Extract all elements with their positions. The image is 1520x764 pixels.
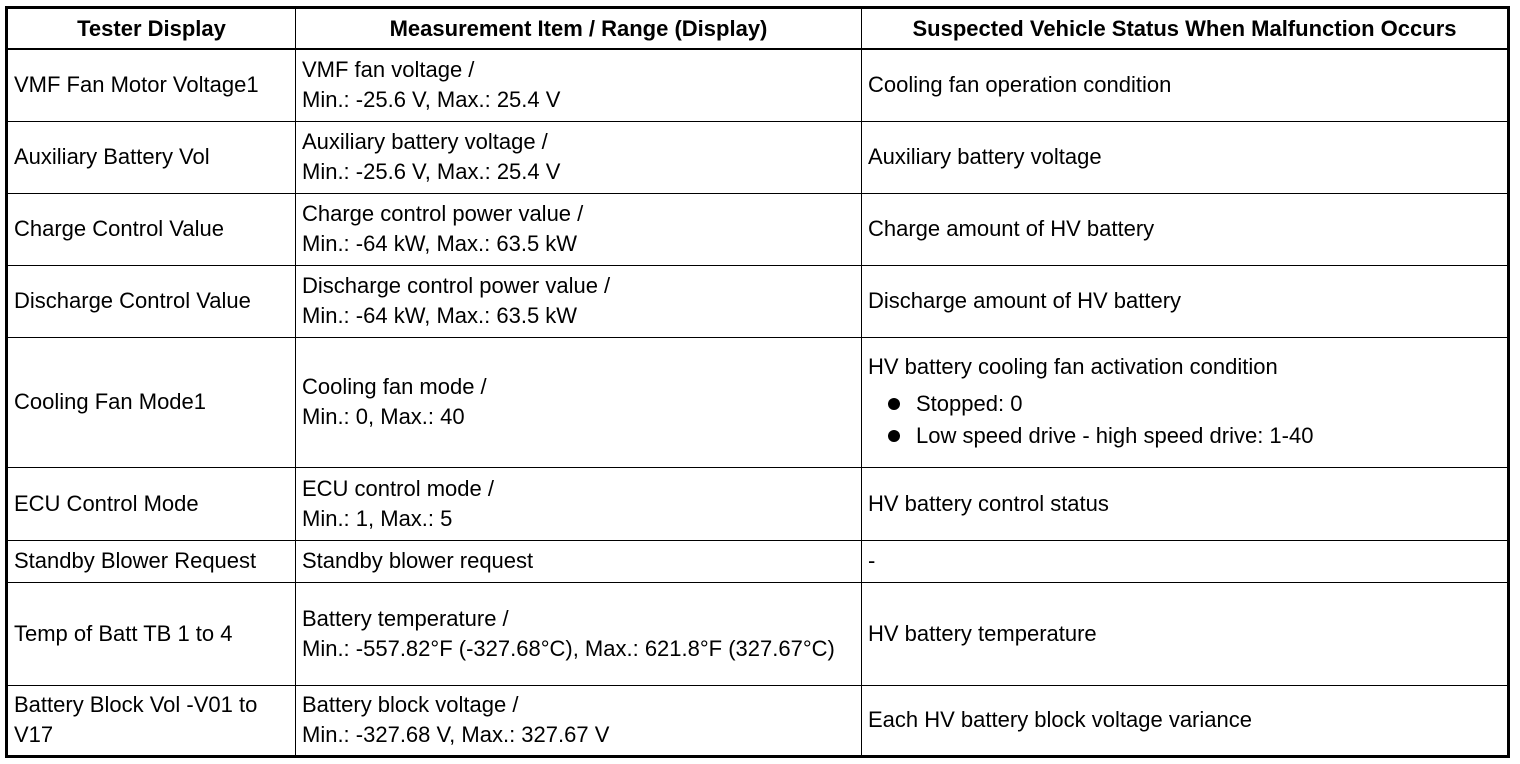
tester-display-cell: Standby Blower Request [7, 540, 296, 582]
status-cell: HV battery temperature [862, 582, 1509, 685]
tester-display-cell: Temp of Batt TB 1 to 4 [7, 582, 296, 685]
measurement-cell [296, 467, 862, 540]
table-row [7, 685, 1509, 757]
measurement-item: ECU control mode / [302, 475, 494, 501]
bullet-item: Stopped: 0 [868, 388, 1501, 420]
tester-display-cell: ECU Control Mode [7, 467, 296, 540]
table-row [7, 467, 1509, 540]
table-row [7, 540, 1509, 582]
measurement-range: Min.: -25.6 V, Max.: 25.4 V [302, 159, 561, 184]
status-cell: Charge amount of HV battery [862, 193, 1509, 265]
measurement-item: Battery block voltage / [302, 692, 519, 718]
header-measurement-item: Measurement Item / Range (Display) [296, 8, 862, 50]
measurement-range: Min.: 0, Max.: 40 [302, 404, 465, 429]
measurement-item: Standby blower request [302, 548, 534, 573]
measurement-range: Min.: -327.68 V, Max.: 327.67 V [302, 722, 610, 748]
measurement-item: Discharge control power value / [302, 273, 611, 298]
measurement-range: Min.: -25.6 V, Max.: 25.4 V [302, 87, 561, 113]
measurement-cell [296, 582, 862, 685]
measurement-cell [296, 121, 862, 193]
bullet-item: Low speed drive - high speed drive: 1-40 [868, 420, 1501, 452]
table-row [7, 265, 1509, 337]
table-row [7, 337, 1509, 467]
tester-display-cell: Cooling Fan Mode1 [7, 337, 296, 467]
status-cell: Each HV battery block voltage variance [862, 685, 1509, 757]
measurement-cell [296, 540, 862, 582]
bullet-list [868, 388, 1501, 452]
tester-display-cell: VMF Fan Motor Voltage1 [7, 49, 296, 121]
status-cell [862, 337, 1509, 467]
measurement-range: Min.: -64 kW, Max.: 63.5 kW [302, 231, 578, 256]
tester-display-cell: Battery Block Vol -V01 to V17 [7, 685, 296, 757]
measurement-range: Min.: 1, Max.: 5 [302, 505, 453, 531]
measurement-item: Cooling fan mode / [302, 374, 487, 399]
table-row [7, 193, 1509, 265]
measurement-cell [296, 337, 862, 467]
measurement-item: VMF fan voltage / [302, 57, 475, 83]
measurement-cell [296, 685, 862, 757]
table-row [7, 582, 1509, 685]
status-cell: Cooling fan operation condition [862, 49, 1509, 121]
status-cell: Auxiliary battery voltage [862, 121, 1509, 193]
header-tester-display: Tester Display [7, 8, 296, 50]
header-suspected-status: Suspected Vehicle Status When Malfunction Occurs [862, 8, 1509, 50]
measurement-range: Min.: -557.82°F (-327.68°C), Max.: 621.8°F (327.67°C) [302, 635, 835, 661]
measurement-range: Min.: -64 kW, Max.: 63.5 kW [302, 303, 578, 328]
table-row [7, 49, 1509, 121]
measurement-item: Charge control power value / [302, 201, 584, 226]
data-list-table [5, 6, 1510, 758]
measurement-item: Auxiliary battery voltage / [302, 129, 548, 154]
status-cell: HV battery control status [862, 467, 1509, 540]
tester-display-cell: Auxiliary Battery Vol [7, 121, 296, 193]
table-row [7, 121, 1509, 193]
status-cell: - [862, 540, 1509, 582]
measurement-cell [296, 193, 862, 265]
status-text: HV battery cooling fan activation condition [868, 354, 1278, 379]
table-header-row [7, 8, 1509, 50]
measurement-cell [296, 49, 862, 121]
measurement-cell [296, 265, 862, 337]
status-cell: Discharge amount of HV battery [862, 265, 1509, 337]
tester-display-cell: Discharge Control Value [7, 265, 296, 337]
measurement-item: Battery temperature / [302, 605, 509, 631]
tester-display-cell: Charge Control Value [7, 193, 296, 265]
